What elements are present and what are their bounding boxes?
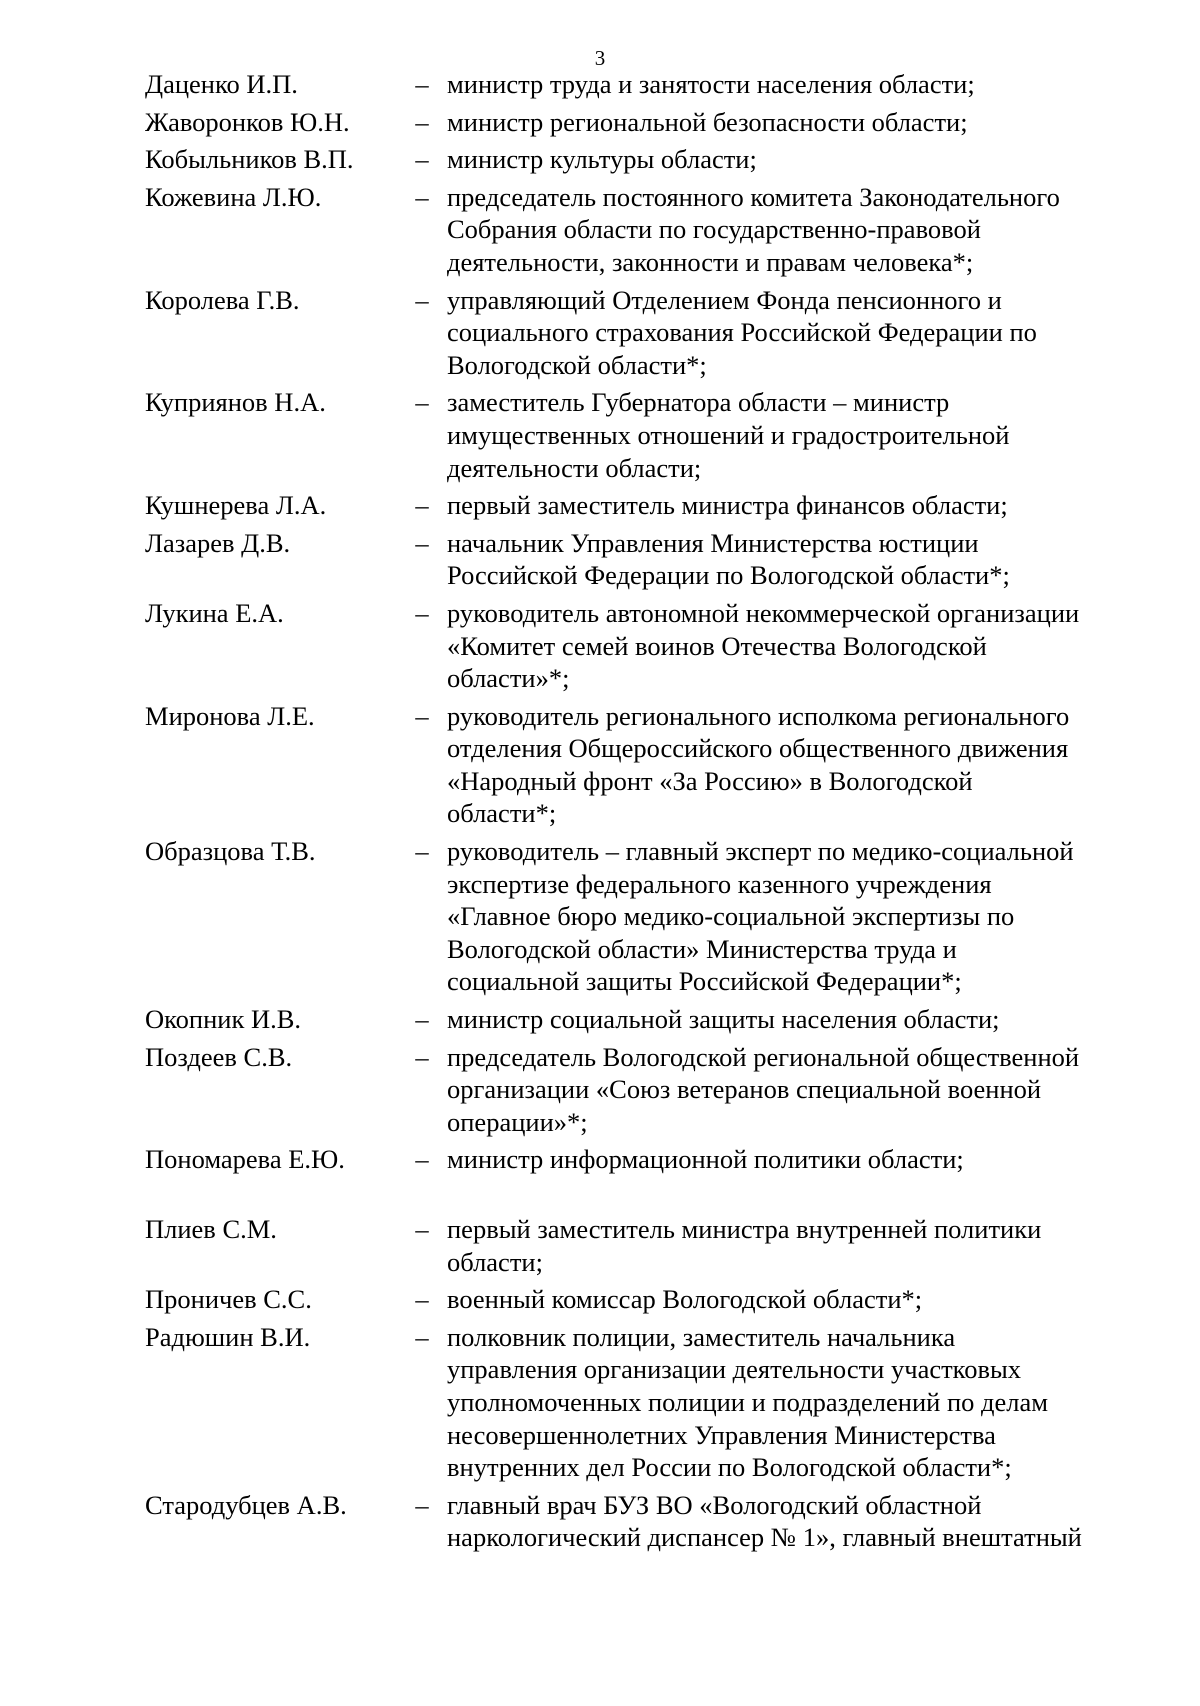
member-dash: – bbox=[415, 597, 429, 628]
member-dash: – bbox=[415, 106, 429, 137]
member-dash: – bbox=[415, 1004, 429, 1035]
member-name: Поздеев С.В. bbox=[145, 1041, 293, 1072]
member-role: министр региональной безопасности области; bbox=[447, 106, 968, 137]
member-dash: – bbox=[415, 700, 429, 731]
member-name: Кушнерева Л.А. bbox=[145, 490, 327, 521]
member-name: Плиев С.М. bbox=[145, 1214, 277, 1244]
member-dash: – bbox=[415, 490, 429, 521]
member-list bbox=[145, 68, 1155, 1559]
member-name: Кожевина Л.Ю. bbox=[145, 181, 322, 212]
member-dash: – bbox=[415, 144, 429, 175]
member-dash: – bbox=[415, 527, 429, 558]
member-name: Проничев С.С. bbox=[145, 1284, 312, 1315]
member-row bbox=[145, 1041, 1155, 1139]
member-role: руководитель автономной некоммерческой организации «Комитет семей воинов Отечества Вологодской области»*; bbox=[447, 597, 1080, 694]
member-dash: – bbox=[415, 1144, 429, 1175]
member-dash: – bbox=[415, 836, 429, 867]
member-name: Стародубцев А.В. bbox=[145, 1489, 347, 1520]
member-row bbox=[145, 1143, 1155, 1176]
member-row bbox=[145, 68, 1155, 101]
member-row bbox=[145, 700, 1155, 830]
member-row bbox=[145, 489, 1155, 522]
member-role: руководитель регионального исполкома регионального отделения Общероссийского общественного движения «Народный фронт «За Россию» в Вологодской области*; bbox=[447, 700, 1070, 829]
member-dash: – bbox=[415, 1041, 429, 1072]
member-role: министр культуры области; bbox=[447, 144, 757, 175]
member-dash: – bbox=[415, 181, 429, 212]
member-dash: – bbox=[415, 1214, 429, 1244]
member-name: Окопник И.В. bbox=[145, 1004, 302, 1035]
member-name: Миронова Л.Е. bbox=[145, 700, 315, 731]
member-role: министр труда и занятости населения области; bbox=[447, 69, 975, 99]
member-row bbox=[145, 1321, 1155, 1484]
member-row bbox=[145, 1003, 1155, 1036]
page-number: 3 bbox=[594, 46, 606, 70]
member-row bbox=[145, 143, 1155, 176]
member-row bbox=[145, 1489, 1155, 1554]
member-name: Образцова Т.В. bbox=[145, 836, 316, 867]
member-row bbox=[145, 386, 1155, 484]
member-dash: – bbox=[415, 1489, 429, 1520]
member-role: министр информационной политики области; bbox=[447, 1144, 964, 1175]
member-dash: – bbox=[415, 284, 429, 315]
member-name: Кобыльников В.П. bbox=[145, 144, 354, 175]
member-role: военный комиссар Вологодской области*; bbox=[447, 1284, 923, 1315]
member-row bbox=[145, 527, 1155, 592]
member-role: председатель Вологодской региональной общественной организации «Союз ветеранов специальной военной операции»*; bbox=[447, 1041, 1080, 1137]
member-row bbox=[145, 284, 1155, 382]
member-name: Лукина Е.А. bbox=[145, 597, 284, 628]
member-name: Радюшин В.И. bbox=[145, 1321, 311, 1352]
member-role: министр социальной защиты населения области; bbox=[447, 1004, 1000, 1035]
member-role: начальник Управления Министерства юстиции Российской Федерации по Вологодской области*; bbox=[447, 527, 1010, 591]
member-name: Куприянов Н.А. bbox=[145, 387, 326, 418]
member-row bbox=[145, 1283, 1155, 1316]
member-role: заместитель Губернатора области – министр имущественных отношений и градостроительной деятельности области; bbox=[447, 387, 1010, 483]
member-role: председатель постоянного комитета Законодательного Собрания области по государственно-правовой деятельности, законности и правам человека*; bbox=[447, 181, 1060, 277]
member-row bbox=[145, 835, 1155, 998]
member-dash: – bbox=[415, 387, 429, 418]
member-dash: – bbox=[415, 69, 429, 99]
member-name: Пономарева Е.Ю. bbox=[145, 1144, 345, 1175]
member-name: Даценко И.П. bbox=[145, 69, 298, 99]
member-row bbox=[145, 1213, 1155, 1278]
member-row bbox=[145, 597, 1155, 695]
member-dash: – bbox=[415, 1284, 429, 1315]
member-role: полковник полиции, заместитель начальника управления организации деятельности участковых уполномоченных полиции и подразделений по делам несовершеннолетних Управления Министерства внутренних дел России по Вологодской области*; bbox=[447, 1321, 1049, 1483]
member-row bbox=[145, 106, 1155, 139]
member-role: первый заместитель министра внутренней политики области; bbox=[447, 1214, 1042, 1277]
member-role: главный врач БУЗ ВО «Вологодский областной наркологический диспансер № 1», главный внештатный bbox=[447, 1489, 1082, 1553]
member-role: руководитель – главный эксперт по медико-социальной экспертизе федерального казенного учреждения «Главное бюро медико-социальной экспертизы по Вологодской области» Министерства труда и социальной защиты Российской Федерации*; bbox=[447, 836, 1074, 997]
member-name: Королева Г.В. bbox=[145, 284, 300, 315]
member-dash: – bbox=[415, 1321, 429, 1352]
member-role: первый заместитель министра финансов области; bbox=[447, 490, 1008, 521]
member-row bbox=[145, 181, 1155, 279]
member-name: Жаворонков Ю.Н. bbox=[145, 106, 350, 137]
member-role: управляющий Отделением Фонда пенсионного и социального страхования Российской Федерации по Вологодской области*; bbox=[447, 284, 1037, 380]
member-name: Лазарев Д.В. bbox=[145, 527, 291, 558]
